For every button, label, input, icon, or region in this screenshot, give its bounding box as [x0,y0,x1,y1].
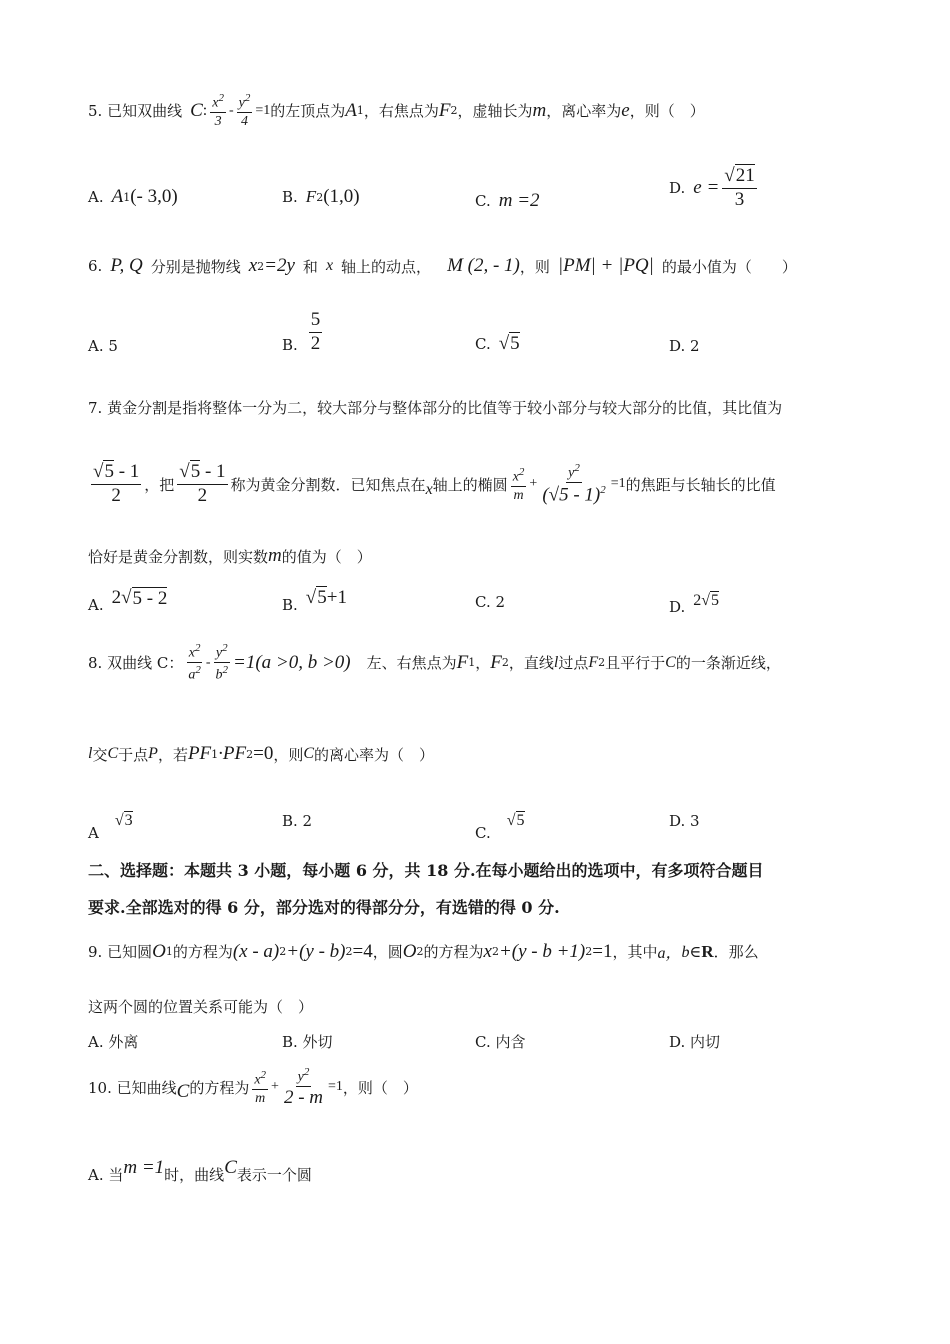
q7-t2: 称为黄金分割数．已知焦点在 [230,475,426,494]
q7-ellipse-m: m [513,487,524,503]
q10-frac-y: $\frac{y^2}{2 - m}$ [283,1066,324,1109]
q10-option-a[interactable] [88,1150,312,1185]
q7-line3-pre: 恰好是黄金分割数，则实数 [88,547,269,566]
q7-ellipse-frac-y: $\frac{y^2}{(√5 - 1)^2}$ [542,462,606,506]
q8-line2-t1: 交 [92,745,108,764]
q10-C: C [176,1081,190,1103]
q8-F2: F [490,651,502,673]
q5-option-d-den: 3 [734,188,745,210]
q10-frac-x: $\frac{x^2}{m}$ [254,1068,267,1106]
q10-option-a-post: 表示一个圆 [236,1166,312,1184]
q9-eq2-a: x [483,940,492,962]
q9-line1: 9. 已知圆 O 1 的方程为 (x - a) 2 +(y - b) 2 =4 ，圆 O 2 的方程为 x 2 +(y - b +1) 2 =1 ，其中 a， b∈ R ．那么 [88,940,759,962]
q6-option-b-den: 2 [310,332,321,354]
q9-line2 [88,996,313,1017]
q9-option-a[interactable] [88,1031,138,1052]
q8-line2-t2: 于点 [118,745,149,764]
q9-line2-text: 这两个圆的位置关系可能为（ ） [88,998,314,1016]
q5-minus: - [228,102,234,118]
q8-t5: 的一条渐近线， [675,654,781,673]
q5-colon: : [202,101,208,119]
q8-option-c[interactable]: C. √5 [475,800,525,842]
q6-option-c[interactable]: C. √5 [475,333,520,354]
q7-option-b[interactable]: B. √5 +1 [282,582,347,614]
q9-t4: ，其中 [612,943,658,961]
q7-ellipse-frac-x: $\frac{x^2}{m}$ [512,465,525,503]
q7-golden-tail-1: - 1 [113,461,140,482]
q9-O2: O [402,940,417,962]
q5-den-4: 4 [240,114,248,130]
q7-option-d-rad: 5 [711,592,720,609]
q5-stem-text: 5. 已知双曲线 [88,102,183,121]
q9-t1: 的方程为 [172,943,233,961]
q5-option-a[interactable]: A. A 1 (- 3,0) [88,186,178,207]
q5-option-b[interactable]: B. F 2 (1,0) [282,186,360,207]
q8-line2-C: C [107,745,119,762]
q9-eq2-b: +(y - b +1) [498,940,586,962]
q5-option-a-A: A [111,186,124,207]
q10-pre: 10. 已知曲线 [88,1078,177,1097]
q6-option-b[interactable] [282,310,325,355]
q7-option-d-label: D. [669,598,686,616]
q8-option-d-text: D. 3 [669,812,700,830]
q8-pre: 8. 双曲线 C： [88,654,184,673]
q9-pre: 9. 已知圆 [88,943,153,961]
q5-t3: ，虚轴长为 [457,102,533,121]
q6-x: x [325,257,334,274]
q8-option-b[interactable] [282,812,312,830]
q8-t2: ，直线 [508,654,554,673]
q7-t3: 轴上的椭圆 [432,475,508,494]
q6-option-b-label: B. [282,336,298,355]
q6-option-d-text: D. 2 [669,337,700,355]
q9-O1: O [152,940,166,962]
q5-t5: ，则（ ） [629,102,705,121]
q9-t3: 的方程为 [423,943,484,961]
q5-y: y [238,95,245,111]
q9-option-b-text: B. 外切 [282,1033,333,1051]
q8-line2: l 交 C 于点 P ，若 PF 1 ·PF 2 =0 ，则 C 的离心率为（ ） [88,743,435,764]
q10-den-2m: 2 - m [283,1087,324,1109]
q9-option-d[interactable] [669,1031,720,1052]
q6-parabola-rhs: =2y [264,255,295,276]
section-2-heading-text1: 二、选择题：本题共 3 小题，每小题 6 分，共 18 分.在每小题给出的选项中，有多项符合题目 [88,861,764,880]
q10-den-m: m [255,1090,266,1106]
section-2-heading-line2 [88,895,560,918]
q8-option-c-rad: 5 [516,812,525,829]
q6-t4: ，则 [519,257,550,276]
q6-option-d[interactable] [669,337,700,355]
q8-frac-y: $\frac{y^2}{b^2}$ [215,642,228,683]
q7-golden-rad-1: 5 [104,461,114,482]
q9-eq1-b: +(y - b) [286,940,346,962]
q8-F1: F [456,651,469,673]
q8-dot-mid: ·PF [218,743,247,764]
q10-option-a-pre: A. 当 [88,1166,124,1184]
q9-option-c-text: C. 内含 [475,1033,526,1051]
q5-frac-x: $\frac{x^2}{3}$ [212,92,224,130]
q5-t4: ，离心率为 [546,102,622,121]
q6-PQ: P, Q [110,255,143,276]
q7-option-a-value: 5 - 2 [132,587,168,609]
q9-option-a-text: A. 外离 [88,1033,139,1051]
q6-option-c-value: 5 [510,333,520,354]
q5-option-d-num: 21 [735,165,755,186]
q8-dot-lhs: PF [187,743,212,764]
q6-stem: 6. P, Q 分别是抛物线 x 2 =2y 和 x 轴上的动点， M (2, - 1) ，则 |PM| + |PQ| 的最小值为（ ） [88,255,797,276]
q7-option-c-text: C. 2 [475,593,506,611]
q8-line2-P: P [148,745,158,762]
q5-F: F [438,99,451,121]
q5-m: m [532,99,547,121]
q5-option-c[interactable] [475,190,540,212]
q5-den-3: 3 [214,114,222,130]
q7-option-a-coef: 2 [111,587,122,608]
q7-golden-tail-2: - 1 [200,461,226,482]
q8-dot-rhs: =0 [253,743,274,764]
q6-option-b-num: 5 [309,310,323,333]
q8-option-d[interactable] [669,812,700,830]
q7-option-b-value: +1 [326,587,347,608]
q5-option-c-value: m =2 [498,190,540,211]
q5-A: A [345,99,357,121]
q7-ellipse-den: (√5 - 1) [542,484,601,506]
q5-frac-y: $\frac{y^2}{4}$ [238,92,251,130]
q7-golden-frac-2: $\frac{√5 - 1}{2}$ [179,461,226,506]
q7-line2: $\frac{√5 - 1}{2}$ ，把 $\frac{√5 - 1}{2}$ 称为黄金分割数．已知焦点在 x 轴上的椭圆 $\frac{x^2}{m}$ + $\frac{y^2}{(√5 - 1)^2}$ =1 的焦距与长轴长的比值 [93,461,776,506]
q5-option-d-label: D. [669,179,686,198]
q6-option-a[interactable] [88,337,118,355]
section-2-heading-line1 [88,858,764,881]
q8-F2b: F [588,653,599,671]
q6-t1: 分别是抛物线 [150,257,241,276]
q8-t1: 左、右焦点为 [366,654,457,673]
q7-golden-frac-1: $\frac{√5 - 1}{2}$ [93,461,140,506]
q8-option-a-rad: 3 [124,812,133,829]
q5-e: e [621,99,630,121]
q10-stem: 10. 已知曲线 C 的方程为 $\frac{x^2}{m}$ + $\frac{y^2}{2 - m}$ =1 ，则（ ） [88,1066,418,1109]
q9-eq1-c: =4 [352,940,373,962]
q5-curve: C [190,99,203,121]
q8-condition: =1(a >0, b >0) [233,651,351,673]
q8-line2-t3: ，若 [157,745,188,764]
q7-line1 [88,397,782,418]
q7-option-b-rad: 5 [317,587,327,608]
q7-t4: 的焦距与长轴长的比值 [625,475,776,494]
q6-parabola-x: x [248,255,258,276]
q7-golden-den-2: 2 [197,484,208,506]
q9-option-d-text: D. 内切 [669,1033,721,1051]
q7-ellipse-rhs: =1 [610,476,626,492]
q9-a: a， [657,945,682,962]
q6-point-M: M (2, - 1) [447,255,520,276]
q7-option-b-label: B. [282,596,298,614]
q7-x: x [425,481,433,499]
q7-line3-post: 的值为（ ） [281,547,372,566]
q8-t3: 过点 [558,654,589,673]
q8-option-a[interactable]: A √3 [88,800,133,842]
q5-x: x [212,95,219,111]
q5-option-d-lhs: e = [693,177,720,199]
q6-t5: 的最小值为（ ） [661,257,797,276]
q9-option-b[interactable] [282,1031,333,1052]
q8-line2-t5: 的离心率为（ ） [314,745,435,764]
q8-line1: 8. 双曲线 C： $\frac{x^2}{a^2}$ - $\frac{y^2}{b^2}$ =1(a >0, b >0) 左、右焦点为 F 1 ， F 2 ，直线 l 过点 F 2 且平行于 C 的一条渐近线， [88,642,781,683]
q5-option-a-label: A. [88,188,104,206]
q7-t1: ，把 [144,475,175,494]
q9-reals: R [701,941,714,961]
q7-golden-rad-2: 5 [190,461,201,482]
q5-option-d[interactable] [669,166,760,211]
q8-frac-x: $\frac{x^2}{a^2}$ [188,642,201,683]
q5-option-b-F: F [305,187,317,206]
q6-option-b-frac [309,310,323,355]
q8-option-c-label: C. [475,824,491,842]
q8-l: l [553,653,559,671]
section-2-heading-text2: 要求.全部选对的得 6 分，部分选对的得部分分，有选错的得 0 分. [88,898,560,917]
q5-t1: 的左顶点为 [270,102,346,121]
q10-option-a-mid: 时，曲线 [164,1166,225,1184]
q5-stem: 5. 已知双曲线 C : $\frac{x^2}{3}$ - $\frac{y^2}{4}$ =1 的左顶点为 A 1 ，右焦点为 F 2 ，虚轴长为 m ，离心率为 e ，则（ ） [88,92,705,130]
q8-option-a-label: A [88,824,99,842]
q5-option-b-value: (1,0) [323,186,360,207]
q7-option-a-label: A. [88,596,104,614]
q10-t1: 的方程为 [189,1078,250,1097]
q10-t2: ，则（ ） [342,1078,418,1097]
q10-rhs: =1 [328,1079,343,1095]
q5-option-d-frac: $\frac{√21}{3}$ [724,165,755,210]
q8-line2-t4: ，则 [273,745,304,764]
q9-eq2-c: =1 [592,940,613,962]
q8-sep: ， [475,654,491,673]
q8-line2-C2: C [303,745,315,762]
q5-rhs: =1 [255,102,271,118]
q7-option-a[interactable]: A. 2 √ 5 - 2 [88,582,167,614]
q10-option-a-eq: m =1 [123,1156,165,1178]
q6-t2: 和 [302,257,318,276]
q9-b-in: b∈ [681,943,702,961]
q7-golden-den-1: 2 [111,484,121,506]
q8-option-b-text: B. 2 [282,812,313,830]
q7-line3-m: m [268,545,282,566]
q10-option-a-C: C [224,1156,237,1178]
q9-option-c[interactable] [475,1031,525,1052]
q5-option-a-value: (- 3,0) [130,186,178,207]
q5-option-b-label: B. [282,188,298,206]
q9-eq1-a: (x - a) [232,940,280,962]
q6-t3: 轴上的动点， [341,257,432,276]
q9-t2: ，圆 [372,943,403,961]
q6-expression: |PM| + |PQ| [557,255,654,276]
q7-option-c[interactable] [475,593,505,611]
q6-number: 6. [88,257,103,275]
q8-C: C [665,653,676,671]
q5-t2: ，右焦点为 [363,102,439,121]
q7-option-d[interactable]: D. 2 √5 [669,586,719,616]
q5-option-c-label: C. [475,192,491,210]
q7-option-d-coef: 2 [693,592,702,609]
q6-option-c-label: C. [475,335,491,353]
q7-line3 [88,545,372,567]
q9-t5: ．那么 [713,943,759,961]
q8-t4: 且平行于 [605,654,666,673]
q7-line1-text: 7. 黄金分割是指将整体一分为二，较大部分与整体部分的比值等于较小部分与较大部分的比值，其比值为 [88,399,783,417]
q8-line2-l: l [88,745,93,762]
q6-option-a-text: A. 5 [88,337,118,355]
